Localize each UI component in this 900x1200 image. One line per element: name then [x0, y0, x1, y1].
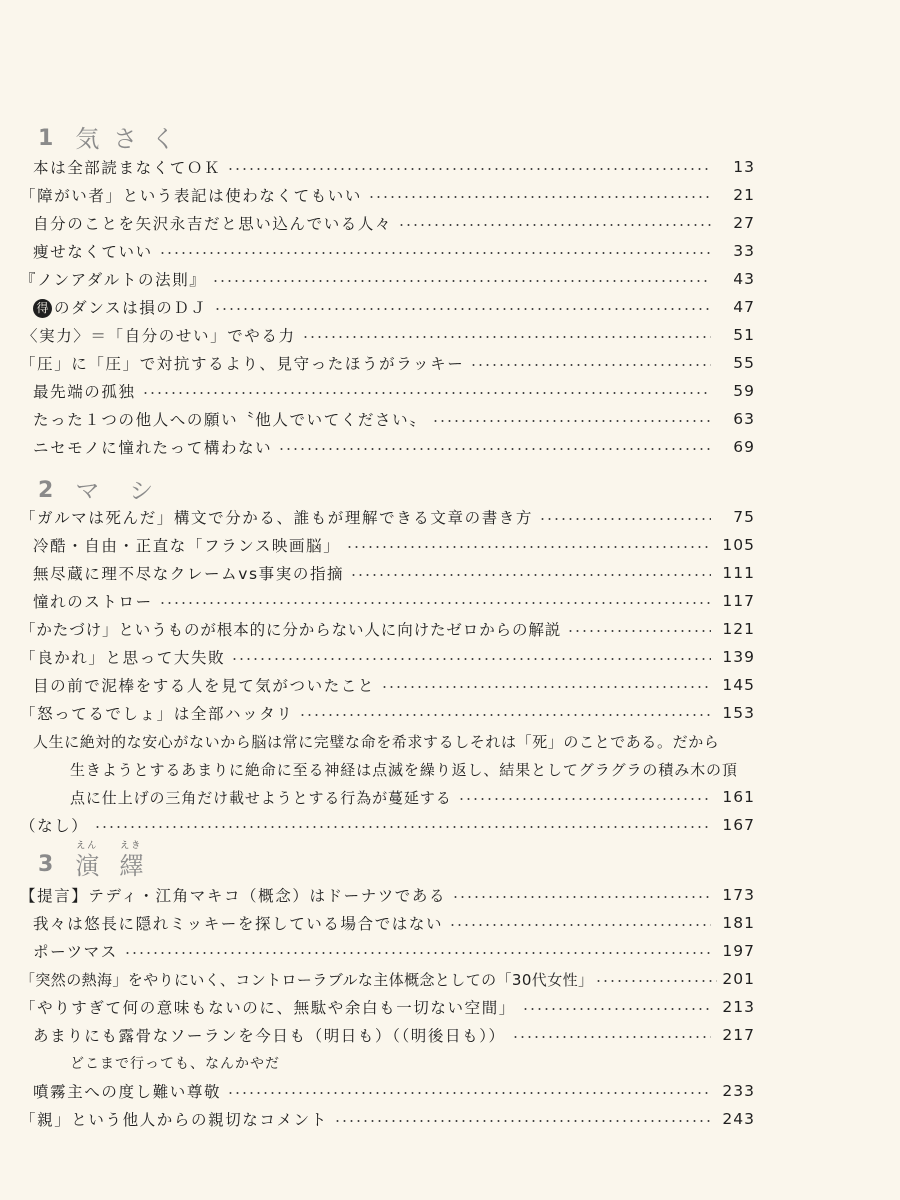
leader-dots — [231, 658, 711, 660]
toc-entry[interactable] — [0, 209, 755, 237]
toc-entry[interactable] — [0, 559, 755, 587]
entry-page: 55 — [733, 354, 755, 372]
entry-title: あまりにも露骨なソーランを今日も（明日も）（（明後日も）） — [33, 1027, 506, 1045]
entry-title: 「親」という他人からの親切なコメント — [20, 1111, 328, 1129]
entry-title: 無尽蔵に理不尽なクレームvs事実の指摘 — [33, 565, 345, 583]
entry-page: 181 — [722, 914, 755, 932]
toc-entry[interactable] — [0, 587, 755, 615]
section-heading-1 — [38, 118, 189, 154]
section-title: 気さく — [75, 125, 190, 153]
entry-title: （なし） — [20, 817, 89, 835]
entry-title: 「突然の熱海」をやりにいく、コントローラブルな主体概念としての「30代女性」 — [20, 970, 594, 989]
leader-dots — [227, 1092, 711, 1094]
toc-subtitle: どこまで行っても、なんかやだ — [70, 1056, 280, 1072]
entry-title: 最先端の孤独 — [33, 383, 136, 401]
leader-dots — [334, 1120, 711, 1122]
leader-dots — [227, 168, 711, 170]
entry-title: 噴霧主への度し難い尊敬 — [33, 1083, 222, 1101]
entry-title: 「怒ってるでしょ」は全部ハッタリ — [20, 705, 294, 723]
section-number: 2 — [38, 478, 54, 503]
entry-page: 59 — [733, 382, 755, 400]
entry-title: 我々は悠長に隠れミッキーを探している場合ではない — [33, 915, 444, 933]
leader-dots — [567, 630, 711, 632]
toc-entry[interactable] — [0, 937, 755, 965]
entry-title: 「やりすぎて何の意味もないのに、無駄や余白も一切ない空間」 — [20, 999, 516, 1017]
toc-entry[interactable] — [0, 1105, 755, 1133]
entry-title: 冷酷・自由・正直な「フランス映画脳」 — [33, 537, 341, 555]
section-title-char: 演 — [75, 852, 100, 880]
entry-page: 63 — [733, 410, 755, 428]
ruby-char-2 — [119, 841, 143, 880]
leader-dots — [539, 518, 711, 520]
toc-entry[interactable] — [0, 1021, 755, 1049]
leader-dots — [432, 420, 711, 422]
section-title-char: 繹 — [119, 852, 144, 880]
leader-dots — [398, 224, 711, 226]
toc-entry-line[interactable]: 生きようとするあまりに絶命に至る神経は点滅を繰り返し、結果としてグラグラの積み木の頂 — [70, 760, 738, 779]
entry-page: 43 — [733, 270, 755, 288]
leader-dots — [381, 686, 711, 688]
entry-page: 33 — [733, 242, 755, 260]
leader-dots — [142, 392, 711, 394]
leader-dots — [299, 714, 711, 716]
toc-entry[interactable] — [0, 181, 755, 209]
toc-entry[interactable] — [0, 153, 755, 181]
toc-entry[interactable] — [0, 349, 755, 377]
entry-page: 27 — [733, 214, 755, 232]
entry-title: 自分のことを矢沢永吉だと思い込んでいる人々 — [33, 215, 393, 233]
toc-entry[interactable] — [0, 783, 755, 811]
entry-title: ニセモノに憧れたって構わない — [33, 439, 273, 457]
leader-dots — [368, 196, 711, 198]
toc-entry[interactable] — [0, 643, 755, 671]
leader-dots — [159, 252, 711, 254]
entry-title-text: のダンスは損のＤＪ — [54, 299, 208, 317]
entry-title: 「かたづけ」というものが根本的に分からない人に向けたゼロからの解説 — [20, 621, 562, 639]
entry-title: 憧れのストロー — [33, 593, 153, 611]
entry-page: 51 — [733, 326, 755, 344]
leader-dots — [512, 1036, 711, 1038]
entry-page: 217 — [722, 1026, 755, 1044]
entry-title: 点に仕上げの三角だけ載せようとする行為が蔓延する — [70, 788, 452, 807]
section-number: 3 — [38, 852, 54, 877]
leader-dots — [470, 364, 711, 366]
toc-entry[interactable] — [0, 671, 755, 699]
entry-page: 197 — [722, 942, 755, 960]
leader-dots — [350, 574, 711, 576]
entry-title: たった１つの他人への願い〝他人でいてください〟 — [33, 411, 427, 429]
toc-entry[interactable] — [0, 699, 755, 727]
toc-entry[interactable] — [0, 377, 755, 405]
toc-entry[interactable] — [0, 433, 755, 461]
toc-entry[interactable] — [0, 531, 755, 559]
entry-page: 139 — [722, 648, 755, 666]
toc-entry[interactable] — [0, 909, 755, 937]
entry-page: 105 — [722, 536, 755, 554]
entry-title: 目の前で泥棒をする人を見て気がついたこと — [33, 677, 376, 695]
toc-entry[interactable] — [0, 293, 755, 321]
entry-page: 75 — [733, 508, 755, 526]
toc-entry[interactable] — [0, 503, 755, 531]
entry-title: 「良かれ」と思って大失敗 — [20, 649, 226, 667]
section-heading-3 — [38, 840, 163, 880]
ruby-reading: えん — [76, 841, 99, 851]
entry-page: 201 — [722, 970, 755, 988]
circled-toku-mark: 得 — [33, 299, 52, 318]
toc-entry[interactable] — [0, 405, 755, 433]
entry-page: 233 — [722, 1082, 755, 1100]
toc-entry[interactable] — [0, 881, 755, 909]
leader-dots — [278, 448, 711, 450]
entry-page: 13 — [733, 158, 755, 176]
entry-title: 「圧」に「圧」で対抗するより、見守ったほうがラッキー — [20, 355, 465, 373]
entry-page: 21 — [733, 186, 755, 204]
entry-page: 161 — [722, 788, 755, 806]
entry-title: ポーツマス — [33, 943, 118, 961]
entry-page: 213 — [722, 998, 755, 1016]
toc-entry[interactable] — [0, 811, 755, 839]
entry-title: 「ガルマは死んだ」構文で分かる、誰もが理解できる文章の書き方 — [20, 509, 534, 527]
leader-dots — [212, 280, 711, 282]
toc-entry[interactable] — [0, 321, 755, 349]
entry-title — [33, 296, 208, 318]
leader-dots — [94, 826, 711, 828]
entry-page: 121 — [722, 620, 755, 638]
ruby-char-1 — [75, 841, 99, 880]
entry-page: 153 — [722, 704, 755, 722]
leader-dots — [458, 798, 711, 800]
toc-entry[interactable] — [0, 615, 755, 643]
entry-page: 243 — [722, 1110, 755, 1128]
leader-dots — [214, 308, 711, 310]
toc-entry[interactable] — [0, 265, 755, 293]
toc-entry-line[interactable]: 人生に絶対的な安心がないから脳は常に完璧な命を希求するしそれは「死」のことである。だから — [33, 732, 720, 751]
entry-title: 【提言】テディ・江角マキコ（概念）はドーナツである — [20, 887, 447, 905]
leader-dots — [124, 952, 711, 954]
entry-title: 『ノンアダルトの法則』 — [20, 271, 207, 289]
entry-page: 173 — [722, 886, 755, 904]
entry-page: 47 — [733, 298, 755, 316]
entry-page: 145 — [722, 676, 755, 694]
toc-entry[interactable] — [0, 993, 755, 1021]
leader-dots — [449, 924, 711, 926]
ruby-reading: えき — [120, 841, 143, 851]
leader-dots — [159, 602, 711, 604]
entry-page: 167 — [722, 816, 755, 834]
leader-dots — [522, 1008, 711, 1010]
entry-title: 「障がい者」という表記は使わなくてもいい — [20, 187, 363, 205]
leader-dots — [452, 896, 711, 898]
entry-title: 痩せなくていい — [33, 243, 153, 261]
leader-dots — [595, 980, 717, 982]
entry-title: 本は全部読まなくてＯＫ — [33, 159, 222, 177]
leader-dots — [346, 546, 711, 548]
toc-entry[interactable] — [0, 1077, 755, 1105]
entry-title: 〈実力〉＝「自分のせい」でやる力 — [22, 327, 296, 345]
toc-entry[interactable] — [0, 237, 755, 265]
entry-page: 117 — [722, 592, 755, 610]
section-title: マシ — [75, 477, 184, 505]
entry-page: 111 — [722, 564, 755, 582]
toc-entry[interactable] — [0, 965, 755, 993]
entry-page: 69 — [733, 438, 755, 456]
leader-dots — [302, 336, 711, 338]
section-heading-2 — [38, 470, 183, 506]
section-number: 1 — [38, 126, 54, 151]
